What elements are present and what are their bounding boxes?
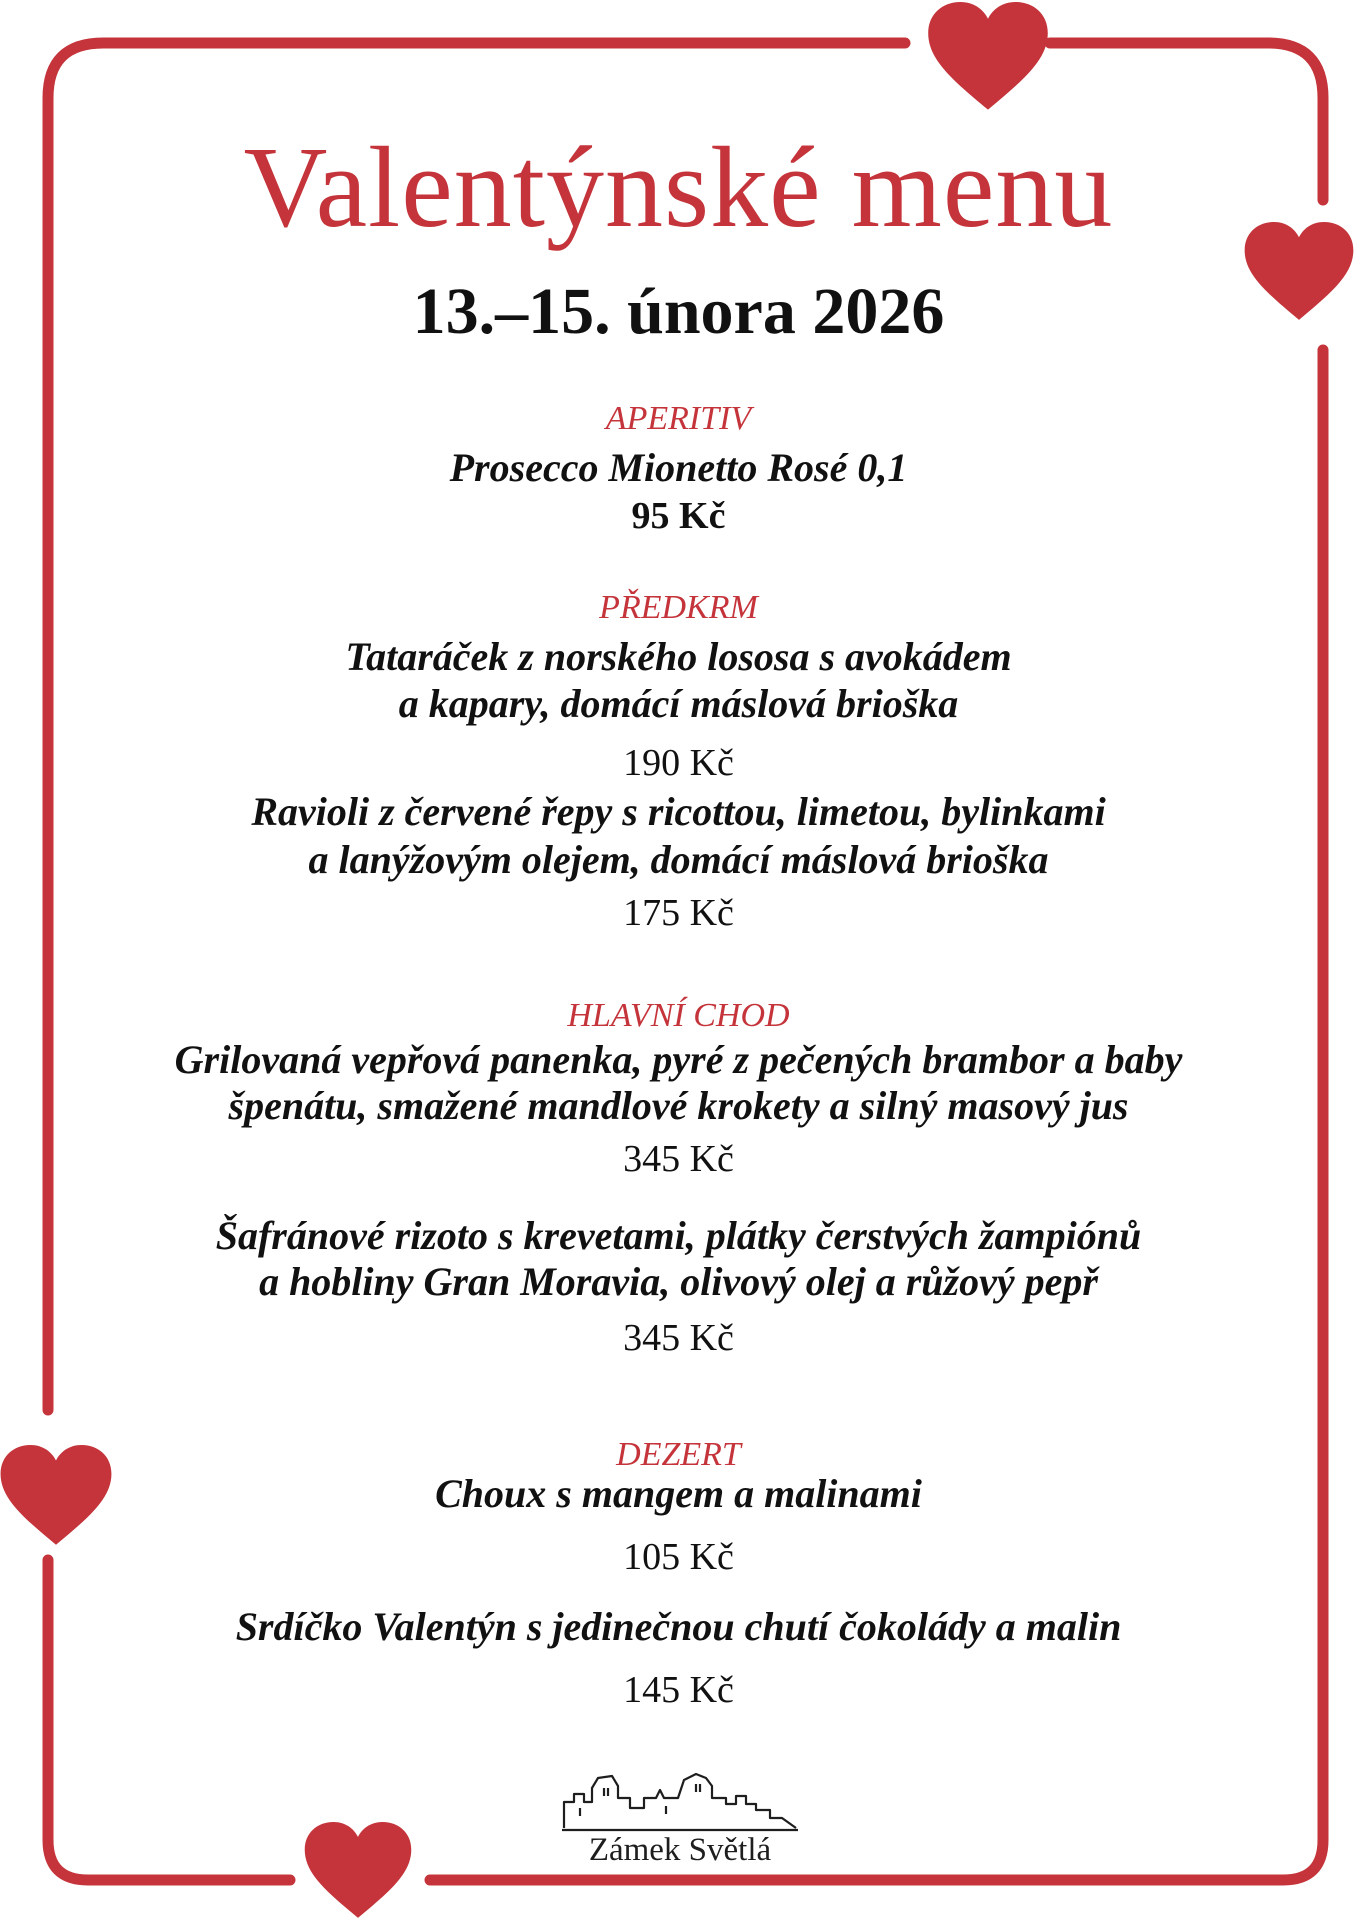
dish-price: 105 Kč <box>623 1536 734 1578</box>
section-heading-predkrm: PŘEDKRM <box>599 589 758 626</box>
dish-name: Choux s mangem a malinami <box>435 1471 922 1516</box>
dish-price: 145 Kč <box>623 1669 734 1711</box>
heart-icon <box>302 1822 414 1920</box>
dish-price: 175 Kč <box>623 892 734 934</box>
dish-name: a kapary, domácí máslová brioška <box>398 681 959 726</box>
dish-name: Grilovaná vepřová panenka, pyré z pečených brambor a baby <box>174 1037 1183 1082</box>
dish-name: Srdíčko Valentýn s jedinečnou chutí čokolády a malin <box>235 1604 1122 1649</box>
dish-name: Ravioli z červené řepy s ricottou, limetou, bylinkami <box>251 789 1106 834</box>
dish-price: 345 Kč <box>623 1317 734 1359</box>
castle-logo <box>560 1768 800 1878</box>
section-heading-hlavni-chod: HLAVNÍ CHOD <box>567 997 790 1034</box>
castle-icon <box>560 1768 800 1832</box>
dish-name: a lanýžovým olejem, domácí máslová brioška <box>308 837 1049 882</box>
dish-name: Šafránové rizoto s krevetami, plátky čerstvých žampiónů <box>215 1213 1142 1258</box>
section-heading-aperitiv: APERITIV <box>605 400 752 437</box>
dish-price: 345 Kč <box>623 1138 734 1180</box>
dish-name: špenátu, smažené mandlové krokety a silný masový jus <box>228 1083 1129 1128</box>
page-title: Valentýnské menu <box>243 124 1114 252</box>
dish-name: Prosecco Mionetto Rosé 0,1 <box>449 445 908 490</box>
logo-text: Zámek Světlá <box>588 1832 772 1868</box>
dish-name: Tataráček z norského lososa s avokádem <box>345 634 1012 679</box>
dish-price: 95 Kč <box>631 495 726 537</box>
dish-name: a hobliny Gran Moravia, olivový olej a růžový pepř <box>259 1259 1098 1304</box>
heart-icon <box>928 2 1048 112</box>
section-heading-dezert: DEZERT <box>616 1436 741 1473</box>
menu-date: 13.–15. února 2026 <box>412 275 945 348</box>
dish-price: 190 Kč <box>623 742 734 784</box>
